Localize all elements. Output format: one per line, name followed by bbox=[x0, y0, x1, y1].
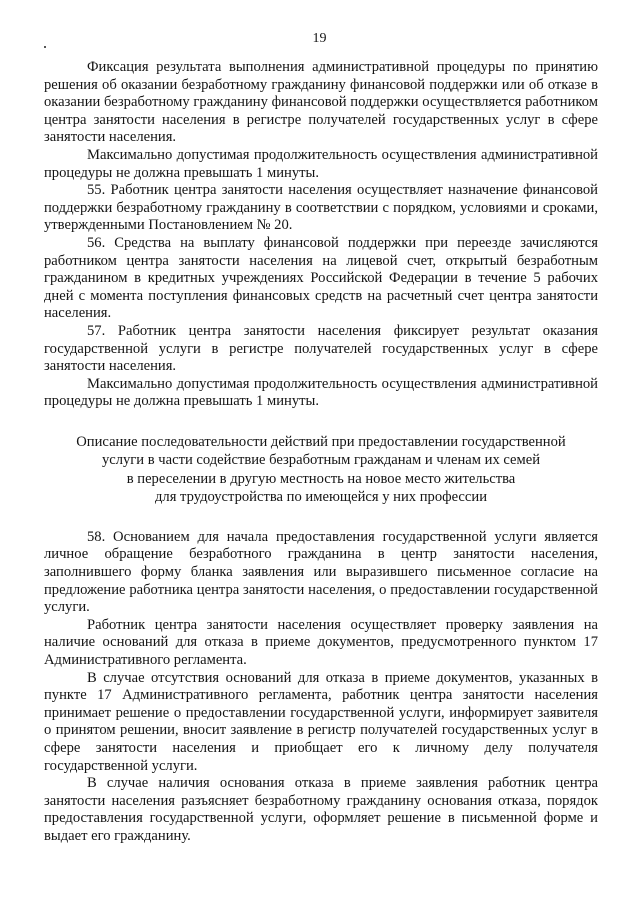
paragraph: В случае отсутствия оснований для отказа в приеме документов, указанных в пункте 17 Административного регламента, работник центра занятости населения принимает решение о предоставлении государственной услуги, информирует заявителя о принятом решении, вносит заявление в регистр получателей государственных услуг в сфере занятости населения и приобщает его к личному делу получателя государственной услуги. bbox=[44, 669, 598, 774]
heading-line: услуги в части содействие безработным гражданам и членам их семей bbox=[101, 452, 541, 469]
page-number: 19 bbox=[312, 31, 327, 46]
paragraph: Фиксация результата выполнения административной процедуры по принятию решения об оказании безработному гражданину финансовой поддержки или об отказе в оказании безработному гражданину финансовой поддержки осуществляется работником центра занятости населения в регистре получателей государственных услуг в сфере занятости населения. bbox=[44, 59, 598, 146]
paragraph: 58. Основанием для начала предоставления государственной услуги является личное обращение безработного гражданина в центр занятости населения, заполнившего форму бланка заявления или выразившего письменное согласие на предложение работника центра занятости населения, о предоставлении государственной услуги. bbox=[44, 528, 598, 616]
heading-line: Описание последовательности действий при предоставлении государственной bbox=[76, 433, 566, 450]
heading-line: в переселении в другую местность на новое место жительства bbox=[126, 470, 516, 487]
paragraph: Максимально допустимая продолжительность осуществления административной процедуры не должна превышать 1 минуты. bbox=[44, 375, 598, 410]
paragraph: 56. Средства на выплату финансовой поддержки при переезде зачисляются работником центра занятости населения на лицевой счет, открытый безработным гражданином в кредитных учреждениях Российской Федерации в течение 5 рабочих дней с момента поступления финансовых средств на расчетный счет центра занятости населения. bbox=[44, 234, 598, 322]
paragraph: В случае наличия основания отказа в приеме заявления работник центра занятости населения разъясняет безработному гражданину основания отказа, порядок предоставления государственной услуги, оформляет решение в письменной форме и выдает его гражданину. bbox=[44, 775, 598, 844]
section-heading bbox=[52, 433, 590, 507]
heading-line: для трудоустройства по имеющейся у них профессии bbox=[154, 489, 487, 506]
document-body bbox=[44, 59, 598, 846]
scan-speck bbox=[44, 46, 46, 48]
paragraph: Работник центра занятости населения осуществляет проверку заявления на наличие оснований для отказа в приеме документов, предусмотренного пунктом 17 Административного регламента. bbox=[44, 616, 598, 669]
paragraph: 57. Работник центра занятости населения фиксирует результат оказания государственной услуги в регистре получателей государственных услуг в сфере занятости населения. bbox=[44, 322, 598, 375]
paragraph: 55. Работник центра занятости населения осуществляет назначение финансовой поддержки безработному гражданину в соответствии с порядком, условиями и сроками, утвержденными Постановлением № 20. bbox=[44, 182, 598, 234]
paragraph: Максимально допустимая продолжительность осуществления административной процедуры не должна превышать 1 минуты. bbox=[44, 146, 598, 181]
